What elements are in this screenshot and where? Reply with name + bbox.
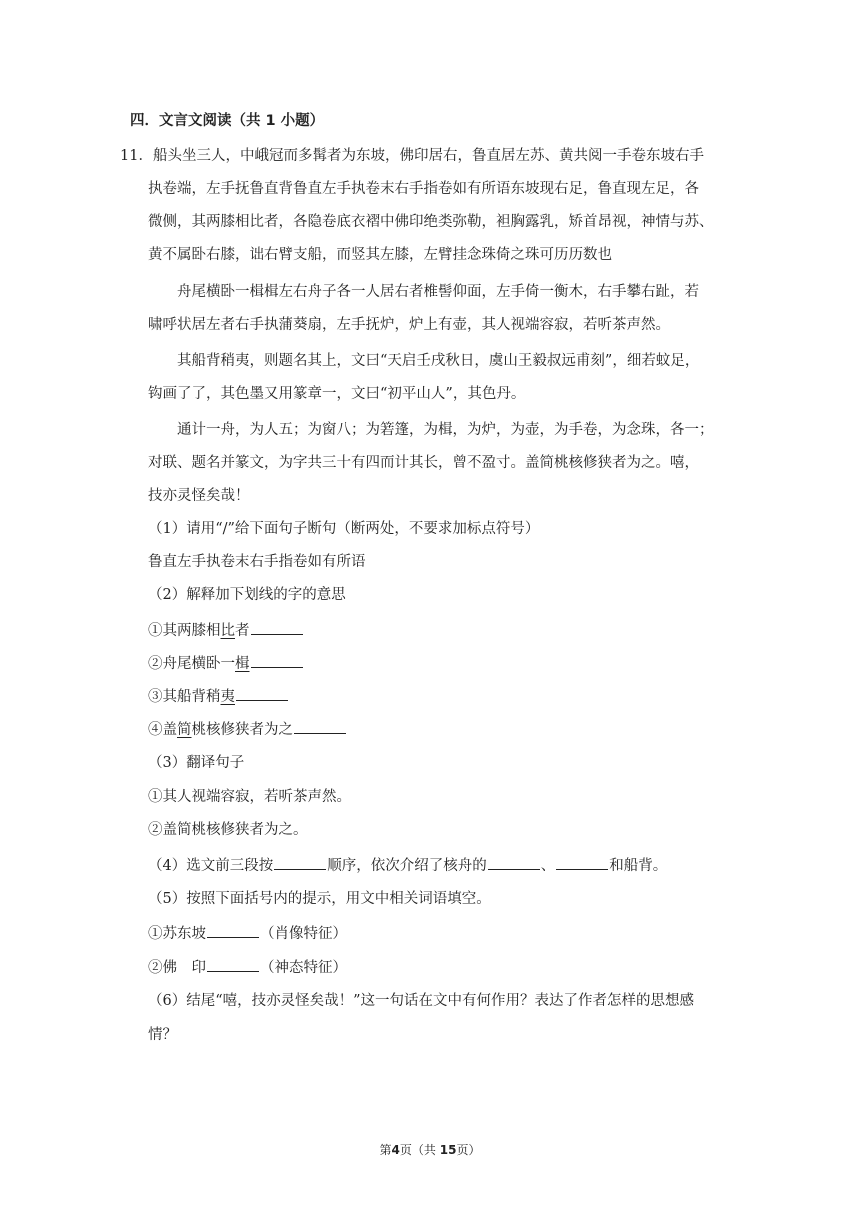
page-total: 15 <box>439 1143 457 1157</box>
sub-question-3-item: ①其人视端容寂，若听茶声然。 <box>148 789 351 805</box>
answer-blank[interactable] <box>556 855 608 870</box>
passage-line: 对联、题名并篆文，为字共三十有四而计其长，曾不盈寸。盖简桃核修狭者为之。嘻， <box>148 455 699 471</box>
answer-blank[interactable] <box>294 719 346 734</box>
sub-question-5-item: ①苏东坡 （肖像特征） <box>148 923 347 944</box>
sub-question-1-sentence: 鲁直左手执卷末右手指卷如有所语 <box>148 554 366 570</box>
passage-line: 黄不属卧右膝，诎右臂支船，而竖其左膝，左臂挂念珠倚之珠可历历数也 <box>148 247 612 263</box>
sub-question-1-prompt: （1）请用“/”给下面句子断句（断两处，不要求加标点符号） <box>148 521 540 537</box>
passage-line: 舟尾横卧一楫楫左右舟子各一人居右者椎髻仰面，左手倚一衡木，右手攀右趾，若 <box>177 284 699 300</box>
sub-question-2-item: ②舟尾横卧一楫 <box>148 653 304 674</box>
sub-question-5-item: ②佛 印 （神态特征） <box>148 957 347 978</box>
answer-blank[interactable] <box>251 620 303 635</box>
answer-blank[interactable] <box>488 855 540 870</box>
answer-blank[interactable] <box>274 855 326 870</box>
sub-question-3-prompt: （3）翻译句子 <box>148 755 245 771</box>
question-number: 11．船头坐三人，中峨冠而多髯者为东坡，佛印居右，鲁直居左苏、黄共阅一手卷东坡右手 <box>120 148 704 164</box>
passage-line: 技亦灵怪矣哉！ <box>148 488 250 504</box>
sub-question-3-item: ②盖简桃核修狭者为之。 <box>148 822 308 838</box>
sub-question-2-item: ①其两膝相比者 <box>148 620 304 641</box>
sub-question-6: 情？ <box>148 1027 177 1043</box>
passage-line: 啸呼状居左者右手执蒲葵扇，左手抚炉，炉上有壶，其人视端容寂，若听茶声然。 <box>148 317 670 333</box>
passage-line: 通计一舟，为人五；为窗八；为箬篷，为楫，为炉，为壶，为手卷，为念珠，各一； <box>177 422 714 438</box>
answer-blank[interactable] <box>207 923 259 938</box>
answer-blank[interactable] <box>236 686 288 701</box>
sub-question-2-item: ④盖简桃核修狭者为之 <box>148 719 347 740</box>
sub-question-6: （6）结尾“嘻，技亦灵怪矣哉！”这一句话在文中有何作用？表达了作者怎样的思想感 <box>148 993 695 1009</box>
passage-line: 微侧，其两膝相比者，各隐卷底衣褶中佛印绝类弥勒，袒胸露乳，矫首昂视，神情与苏、 <box>148 214 714 230</box>
section-title: 四．文言文阅读（共 1 小题） <box>130 113 325 129</box>
sub-question-5-prompt: （5）按照下面括号内的提示，用文中相关词语填空。 <box>148 891 491 907</box>
sub-question-2-item: ③其船背稍夷 <box>148 686 289 707</box>
page-footer: 第4页（共 15页） <box>379 1143 481 1157</box>
passage-line: 执卷端，左手抚鲁直背鲁直左手执卷末右手指卷如有所语东坡现右足，鲁直现左足，各 <box>148 181 699 197</box>
page-number: 4 <box>391 1143 400 1157</box>
answer-blank[interactable] <box>207 957 259 972</box>
passage-line: 其船背稍夷，则题名其上，文曰“天启壬戌秋日，虞山王毅叔远甫刻”，细若蚊足， <box>177 353 700 369</box>
answer-blank[interactable] <box>251 653 303 668</box>
sub-question-2-prompt: （2）解释加下划线的字的意思 <box>148 587 346 603</box>
passage-line: 钩画了了，其色墨又用篆章一，文曰“初平山人”，其色丹。 <box>148 386 526 402</box>
sub-question-4: （4）选文前三段按 顺序，依次介绍了核舟的 、 和船背。 <box>148 855 667 876</box>
